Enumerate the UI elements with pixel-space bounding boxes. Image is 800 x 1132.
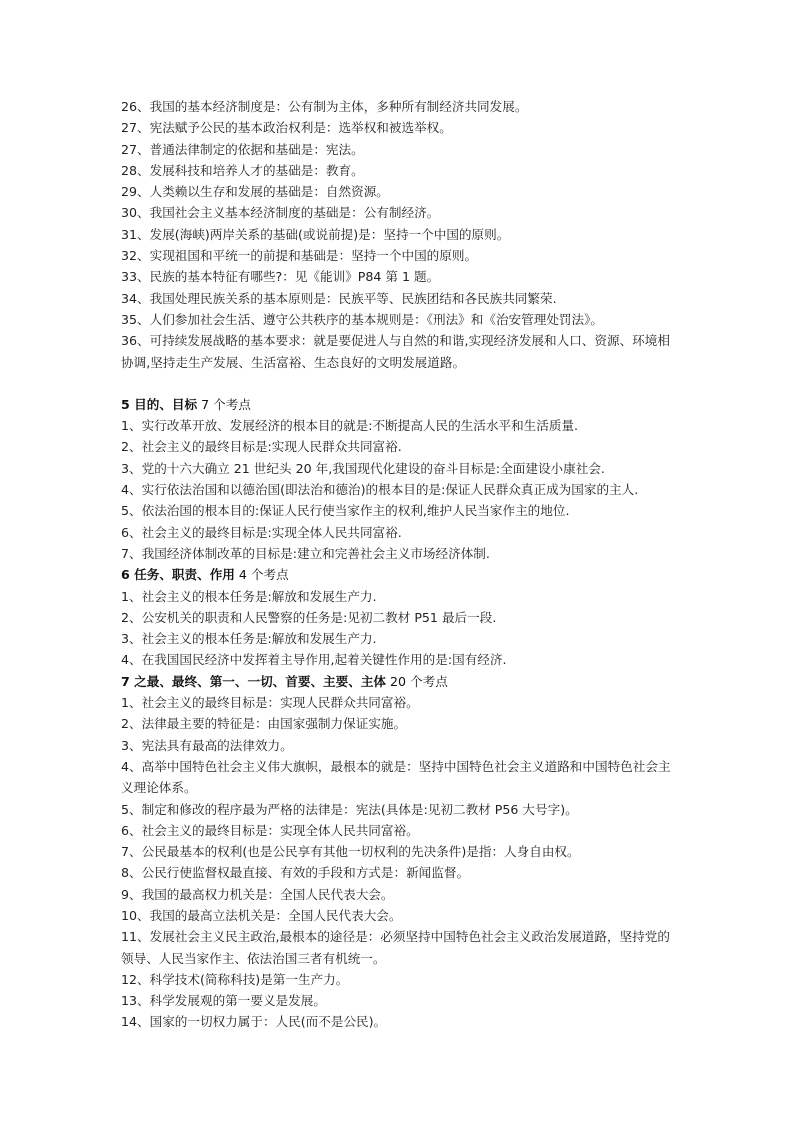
list-item: 1、实行改革开放、发展经济的根本目的就是:不断提高人民的生活水平和生活质量. xyxy=(121,418,579,434)
section-count: 7 个考点 xyxy=(197,396,251,412)
list-item: 7、公民最基本的权利(也是公民享有其他一切权利的先决条件)是指：人身自由权。 xyxy=(121,844,580,860)
section-count: 4 个考点 xyxy=(234,567,289,583)
section-title: 6 任务、职责、作用 xyxy=(121,567,235,583)
list-item: 2、社会主义的最终目标是:实现人民群众共同富裕. xyxy=(121,439,402,455)
list-item: 14、国家的一切权力属于：人民(而不是公民)。 xyxy=(121,1014,387,1030)
list-item: 10、我国的最高立法机关是：全国人民代表大会。 xyxy=(121,907,402,923)
section-count: 20 个考点 xyxy=(386,673,448,689)
list-item: 5、制定和修改的程序最为严格的法律是：宪法(具体是:见初二教材 P56 大号字)。 xyxy=(121,801,578,817)
list-item: 6、社会主义的最终目标是：实现全体人民共同富裕。 xyxy=(121,822,419,838)
list-item: 33、民族的基本特征有哪些?：见《能训》P84 第 1 题。 xyxy=(121,269,440,285)
section-basic-items xyxy=(121,96,681,373)
list-item: 5、依法治国的根本目的:保证人民行使当家作主的权利,维护人民当家作主的地位. xyxy=(121,503,570,519)
section-heading xyxy=(121,671,681,692)
section-spacer xyxy=(121,373,681,394)
list-item: 3、党的十六大确立 21 世纪头 20 年,我国现代化建设的奋斗目标是:全面建设小康社会. xyxy=(121,460,605,476)
list-item: 30、我国社会主义基本经济制度的基础是：公有制经济。 xyxy=(121,205,440,221)
section-goals xyxy=(121,394,681,564)
list-item: 36、可持续发展战略的基本要求：就是要促进人与自然的和谐,实现经济发展和人口、资源、环境相协调,坚持走生产发展、生活富裕、生态良好的文明发展道路。 xyxy=(121,333,670,370)
list-item: 31、发展(海峡)两岸关系的基础(或说前提)是：坚持一个中国的原则。 xyxy=(121,226,510,242)
list-item: 35、人们参加社会生活、遵守公共秩序的基本规则是：《刑法》和《治安管理处罚法》。 xyxy=(121,311,603,327)
document-page xyxy=(121,96,681,1033)
section-title: 7 之最、最终、第一、一切、首要、主要、主体 xyxy=(121,673,387,689)
list-item: 12、科学技术(简称科技)是第一生产力。 xyxy=(121,971,349,987)
section-superlatives xyxy=(121,671,681,1033)
list-item: 3、宪法具有最高的法律效力。 xyxy=(121,737,293,753)
list-item: 8、公民行使监督权最直接、有效的手段和方式是：新闻监督。 xyxy=(121,865,470,881)
list-item: 32、实现祖国和平统一的前提和基础是：坚持一个中国的原则。 xyxy=(121,248,478,264)
section-heading xyxy=(121,564,681,585)
list-item: 26、我国的基本经济制度是：公有制为主体，多种所有制经济共同发展。 xyxy=(121,99,528,114)
list-item: 1、社会主义的最终目标是：实现人民群众共同富裕。 xyxy=(121,695,419,711)
list-item: 29、人类赖以生存和发展的基础是：自然资源。 xyxy=(121,184,389,200)
list-item: 4、实行依法治国和以德治国(即法治和德治)的根本目的是:保证人民群众真正成为国家的主人. xyxy=(121,482,639,498)
section-tasks xyxy=(121,564,681,670)
list-item: 1、社会主义的根本任务是:解放和发展生产力. xyxy=(121,588,377,604)
list-item: 27、宪法赋予公民的基本政治权利是：选举权和被选举权。 xyxy=(121,120,452,136)
list-item: 34、我国处理民族关系的基本原则是：民族平等、民族团结和各民族共同繁荣. xyxy=(121,290,557,306)
list-item: 4、在我国国民经济中发挥着主导作用,起着关键性作用的是:国有经济. xyxy=(121,652,507,668)
list-item: 4、高举中国特色社会主义伟大旗帜，最根本的就是：坚持中国特色社会主义道路和中国特色社会主义理论体系。 xyxy=(121,758,671,796)
list-item: 3、社会主义的根本任务是:解放和发展生产力. xyxy=(121,631,377,647)
section-title: 5 目的、目标 xyxy=(121,396,198,412)
list-item: 9、我国的最高权力机关是：全国人民代表大会。 xyxy=(121,886,394,902)
list-item: 11、发展社会主义民主政治,最根本的途径是：必须坚持中国特色社会主义政治发展道路，坚持党的领导、人民当家作主、依法治国三者有机统一。 xyxy=(121,929,670,966)
section-heading xyxy=(121,394,681,415)
list-item: 2、公安机关的职责和人民警察的任务是:见初二教材 P51 最后一段. xyxy=(121,609,497,625)
list-item: 7、我国经济体制改革的目标是:建立和完善社会主义市场经济体制. xyxy=(121,545,490,561)
list-item: 27、普通法律制定的依据和基础是：宪法。 xyxy=(121,141,364,157)
list-item: 13、科学发展观的第一要义是发展。 xyxy=(121,993,326,1009)
list-item: 28、发展科技和培养人才的基础是：教育。 xyxy=(121,162,364,178)
list-item: 2、法律最主要的特征是：由国家强制力保证实施。 xyxy=(121,716,407,732)
list-item: 6、社会主义的最终目标是:实现全体人民共同富裕. xyxy=(121,524,402,540)
